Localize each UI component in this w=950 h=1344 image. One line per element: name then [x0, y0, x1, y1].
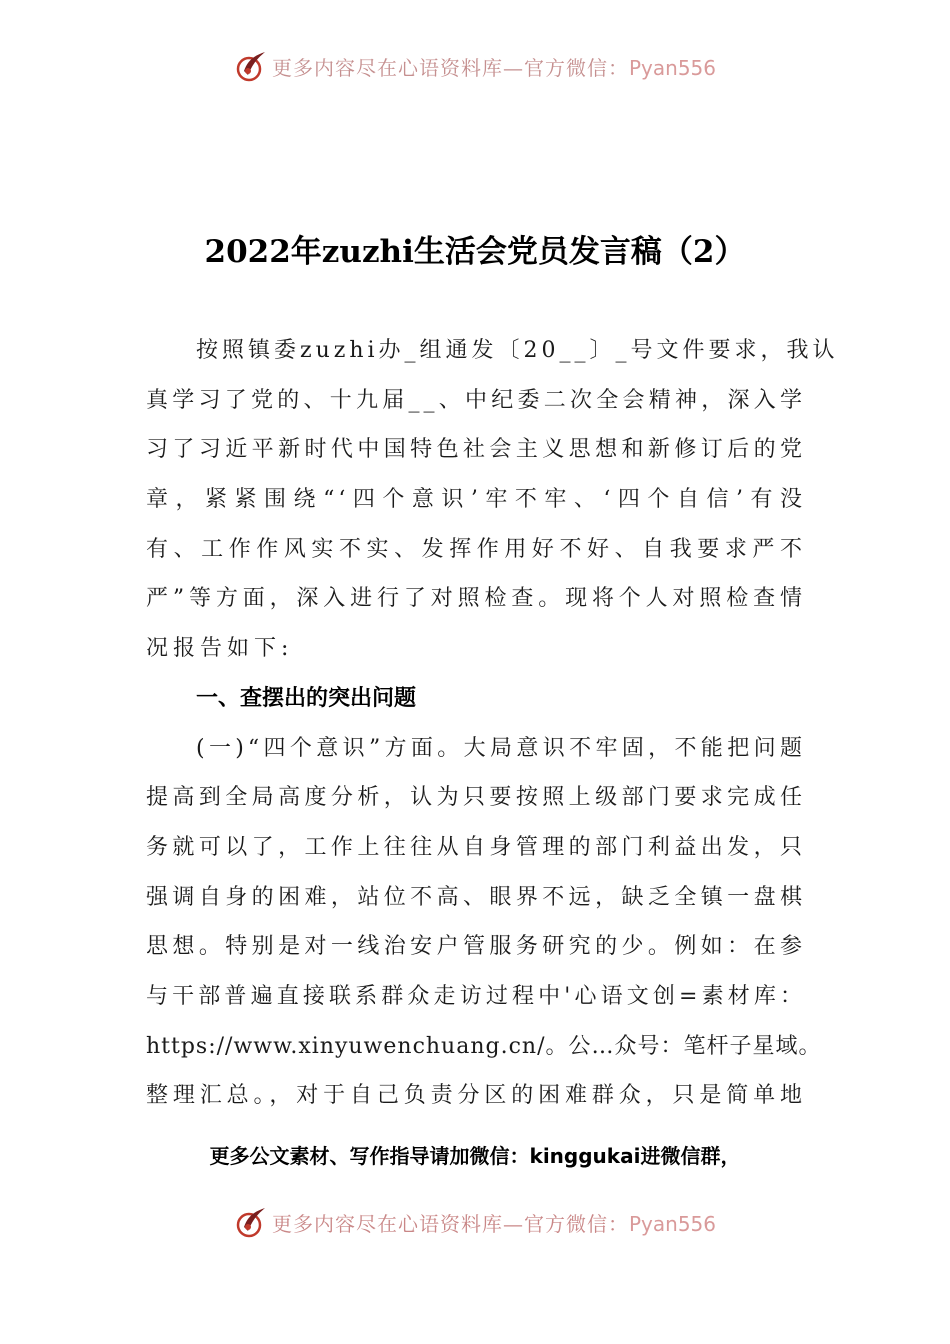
text-line: 况报告如下: — [146, 636, 294, 662]
text-line: 真学习了党的、十九届__、中纪委二次全会精神，深入学 — [146, 387, 806, 413]
section-heading: 一、查摆出的突出问题 — [196, 685, 417, 711]
brand-logo-icon — [234, 1205, 268, 1239]
text-line: 有、工作作风实不实、发挥作用好不好、自我要求严不 — [146, 536, 806, 562]
text-line: (一)“四个意识”方面。大局意识不牢固，不能把问题 — [196, 735, 806, 761]
text-line: 强调自身的困难，站位不高、眼界不远，缺乏全镇一盘棋 — [146, 884, 806, 910]
brand-logo-icon — [234, 52, 268, 83]
text-line: 整理汇总。，对于自己负责分区的困难群众，只是简单地 — [146, 1083, 806, 1109]
text-line: 与干部普遍直接联系群众走访过程中'心语文创=素材库： — [146, 983, 806, 1009]
text-line: 务就可以了，工作上往往从自身管理的部门利益出发，只 — [146, 834, 806, 860]
watermark-text: 更多内容尽在心语资料库—官方微信：Pyan556 — [271, 55, 716, 80]
text-line: 严”等方面，深入进行了对照检查。现将个人对照检查情 — [146, 586, 806, 612]
document-title: 2022年zuzhi生活会党员发言稿（2） — [204, 234, 746, 270]
text-line: https://www.xinyuwenchuang.cn/。公…众号：笔杆子星域。 — [146, 1033, 822, 1059]
text-line: 按照镇委zuzhi办_组通发〔20__〕_号文件要求，我认 — [196, 338, 839, 363]
footer-watermark — [0, 1202, 950, 1242]
paragraph-intro — [146, 326, 839, 1121]
text-line: 提高到全局高度分析，认为只要按照上级部门要求完成任 — [146, 785, 806, 811]
footer-note: 更多公文素材、写作指导请加微信：kinggukai进微信群， — [209, 1144, 741, 1168]
text-line: 习了习近平新时代中国特色社会主义思想和新修订后的党 — [146, 437, 806, 463]
header-watermark — [0, 52, 950, 88]
watermark-text: 更多内容尽在心语资料库—官方微信：Pyan556 — [271, 1211, 716, 1236]
text-line: 章，紧紧围绕“‘四个意识’牢不牢、‘四个自信’有没 — [146, 487, 806, 513]
text-line: 思想。特别是对一线治安户管服务研究的少。例如：在参 — [146, 934, 806, 960]
